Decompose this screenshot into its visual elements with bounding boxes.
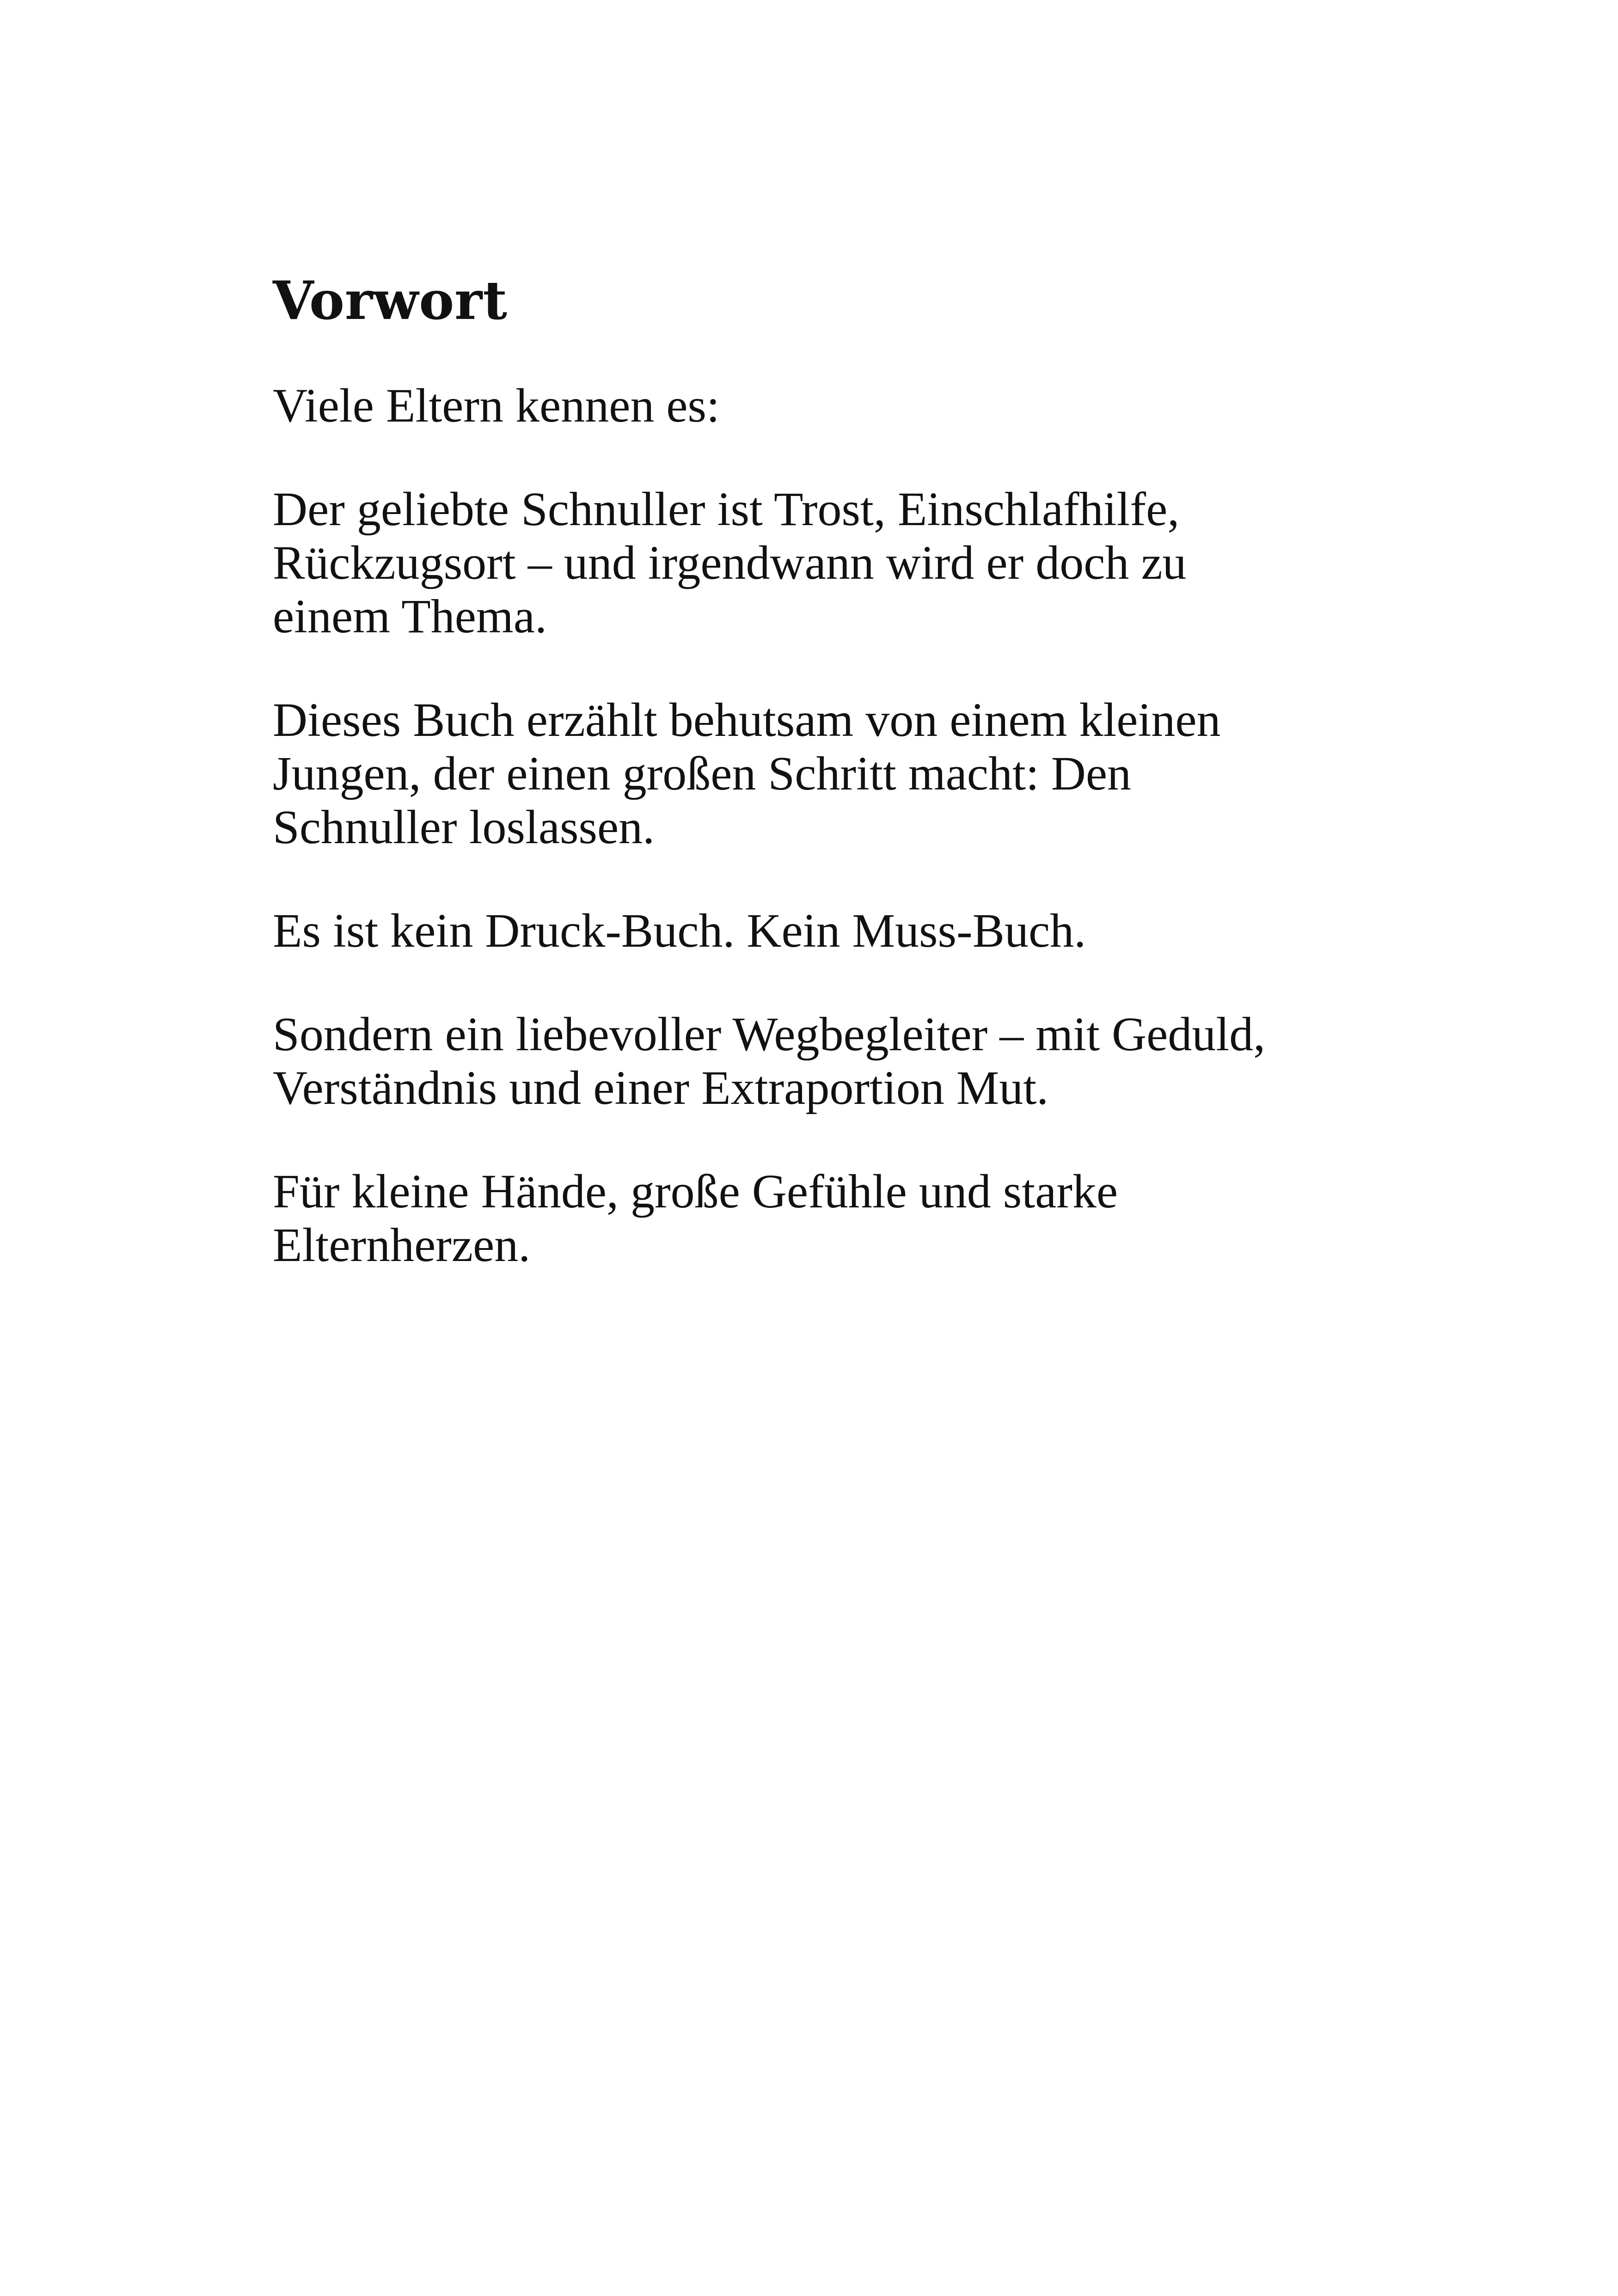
page-content: [273, 268, 1382, 1272]
paragraph-closing: Für kleine Hände, große Gefühle und starke Elternherzen.: [273, 1165, 1118, 1272]
paragraph-intro: Viele Eltern kennen es:: [273, 379, 720, 432]
paragraph-no-pressure: Es ist kein Druck-Buch. Kein Muss-Buch.: [273, 904, 1086, 957]
page-title: Vorwort: [273, 269, 508, 331]
paragraph-book-story: Dieses Buch erzählt behutsam von einem kleinen Jungen, der einen großen Schritt macht: Den Schnuller loslassen.: [273, 693, 1221, 854]
paragraph-pacifier: Der geliebte Schnuller ist Trost, Einschlafhilfe, Rückzugsort – und irgendwann wird er doch zu einem Thema.: [273, 483, 1187, 643]
paragraph-companion: Sondern ein liebevoller Wegbegleiter – mit Geduld, Verständnis und einer Extraportion Mut.: [273, 1008, 1266, 1114]
